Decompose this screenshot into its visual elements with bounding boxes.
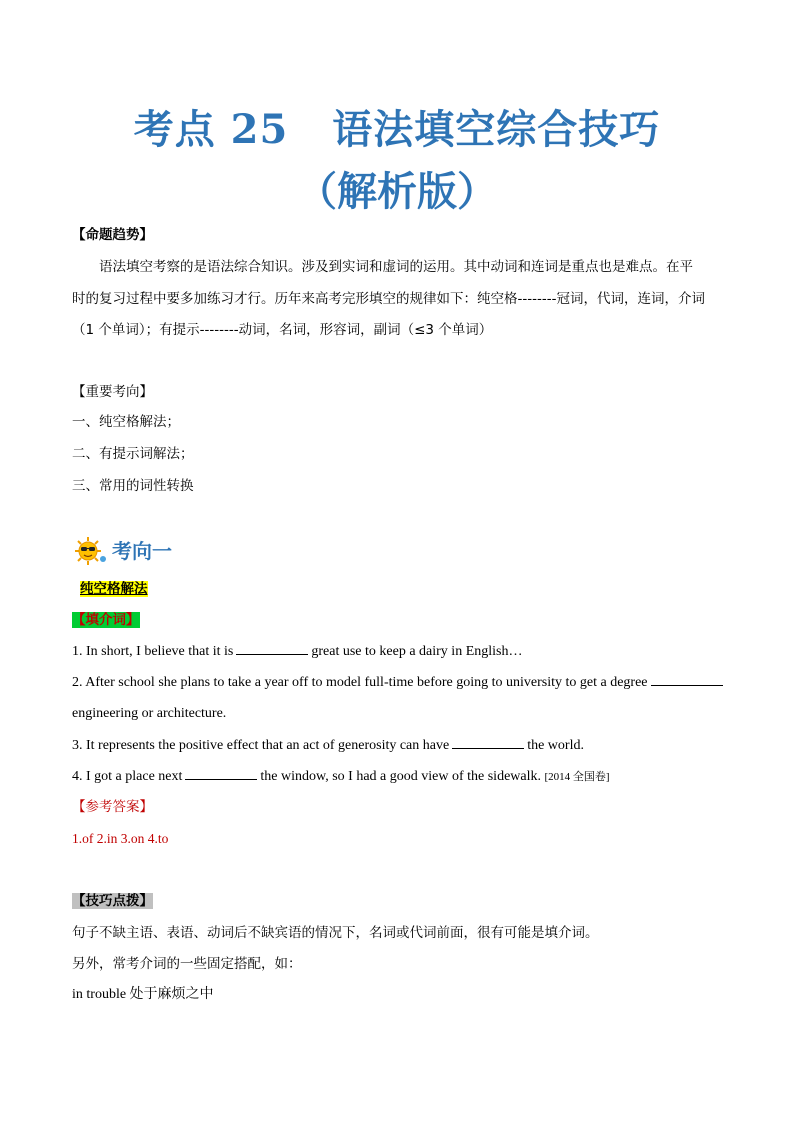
section-subtitle: 纯空格解法 <box>80 581 148 597</box>
trend-para-line2: 时的复习过程中要多加练习才行。历年来高考完形填空的规律如下：纯空格--------冠词，代词，连词，介词 <box>72 291 705 307</box>
sun-with-sunglasses-icon <box>72 536 108 566</box>
question-2: 2. After school she plans to take a year off to model full-time before going to university to get a degree <box>72 673 726 693</box>
trend-para-line3: （1 个单词）；有提示--------动词，名词，形容词，副词（≤3 个单词） <box>72 322 493 338</box>
focus-heading: 【重要考向】 <box>72 384 153 400</box>
title-topic: 语法填空综合技巧 <box>332 106 661 153</box>
section-title: 考向一 <box>112 539 172 563</box>
focus-item: 二、有提示词解法； <box>72 446 194 462</box>
answer-text: 1.of 2.in 3.on 4.to <box>72 831 169 846</box>
tips-line3: in trouble 处于麻烦之中 <box>72 987 214 1002</box>
answer-blank <box>236 642 308 655</box>
focus-item: 三、常用的词性转换 <box>72 478 194 494</box>
answer-heading: 【参考答案】 <box>72 799 153 815</box>
page-title-line2: （解析版） <box>297 168 497 215</box>
question-3: 3. It represents the positive effect that an act of generosity can have the world. <box>72 738 584 753</box>
page-title-line1 <box>0 98 794 155</box>
question-4: 4. I got a place next the window, so I had a good view of the sidewalk. [2014 全国卷] <box>72 769 610 784</box>
title-number: 考点 25 <box>133 106 289 153</box>
answer-blank <box>651 673 723 686</box>
tips-line1: 句子不缺主语、表语、动词后不缺宾语的情况下，名词或代词前面，很有可能是填介词。 <box>72 925 599 941</box>
focus-item: 一、纯空格解法； <box>72 414 180 430</box>
trend-para-line1: 语法填空考察的是语法综合知识。涉及到实词和虚词的运用。其中动词和连词是重点也是难点。在平 <box>99 259 693 275</box>
answer-blank <box>185 767 257 780</box>
question-1: 1. In short, I believe that it is great use to keep a dairy in English… <box>72 644 523 659</box>
trend-heading: 【命题趋势】 <box>72 227 153 243</box>
answer-blank <box>452 736 524 749</box>
tips-heading: 【技巧点拨】 <box>72 893 153 909</box>
question-source: [2014 全国卷] <box>544 771 610 783</box>
tips-line2: 另外，常考介词的一些固定搭配，如： <box>72 956 302 972</box>
question-2-continuation: engineering or architecture. <box>72 706 227 721</box>
tag-fill-preposition: 【填介词】 <box>72 612 140 628</box>
